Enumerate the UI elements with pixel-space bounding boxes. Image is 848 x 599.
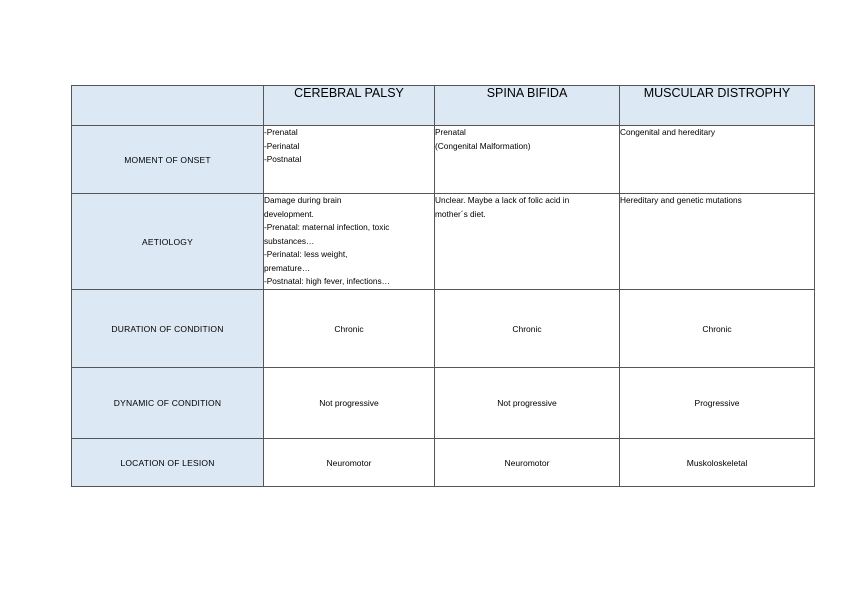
cell-line: Unclear. Maybe a lack of folic acid in	[435, 195, 570, 205]
table-row	[72, 290, 815, 368]
cell-line: mother´s diet.	[435, 208, 486, 219]
cell-line: -Prenatal: maternal infection, toxic	[264, 222, 390, 232]
cell-line: -Postnatal	[264, 154, 302, 164]
comparison-table	[71, 85, 815, 487]
table-header-row	[72, 86, 815, 126]
table-cell: Chronic	[435, 290, 620, 368]
table-cell: Not progressive	[435, 368, 620, 439]
cell-line: Hereditary and genetic mutations	[620, 195, 742, 205]
table-cell	[435, 126, 620, 194]
cell-line: premature…	[264, 262, 311, 273]
cell-line: (Congenital Malformation)	[435, 140, 531, 151]
table-cell: Not progressive	[264, 368, 435, 439]
cell-line: Damage during brain	[264, 195, 342, 205]
column-header: SPINA BIFIDA	[435, 86, 620, 126]
row-header: DURATION OF CONDITION	[72, 290, 264, 368]
column-header: MUSCULAR DISTROPHY	[620, 86, 815, 126]
header-corner-cell	[72, 86, 264, 126]
cell-line: Congenital and hereditary	[620, 127, 716, 137]
row-header: DYNAMIC OF CONDITION	[72, 368, 264, 439]
table-row	[72, 439, 815, 487]
cell-line: Prenatal	[435, 127, 466, 137]
cell-line: -Prenatal	[264, 127, 298, 137]
cell-line: substances…	[264, 235, 315, 246]
cell-line: -Postnatal: high fever, infections…	[264, 276, 390, 286]
table-cell	[264, 194, 435, 290]
table-cell: Neuromotor	[435, 439, 620, 487]
table-cell: Chronic	[264, 290, 435, 368]
cell-line: -Perinatal	[264, 140, 300, 151]
table-row	[72, 368, 815, 439]
table-cell: Progressive	[620, 368, 815, 439]
cell-line: development.	[264, 208, 314, 219]
table-cell: Muskoloskeletal	[620, 439, 815, 487]
table-cell	[264, 126, 435, 194]
row-header: LOCATION OF LESION	[72, 439, 264, 487]
row-header: AETIOLOGY	[72, 194, 264, 290]
table-cell	[435, 194, 620, 290]
row-header: MOMENT OF ONSET	[72, 126, 264, 194]
cell-line: -Perinatal: less weight,	[264, 249, 348, 259]
table-cell: Neuromotor	[264, 439, 435, 487]
column-header: CEREBRAL PALSY	[264, 86, 435, 126]
table-cell: Chronic	[620, 290, 815, 368]
table-row	[72, 126, 815, 194]
table-row	[72, 194, 815, 290]
table-cell	[620, 126, 815, 194]
table-cell	[620, 194, 815, 290]
